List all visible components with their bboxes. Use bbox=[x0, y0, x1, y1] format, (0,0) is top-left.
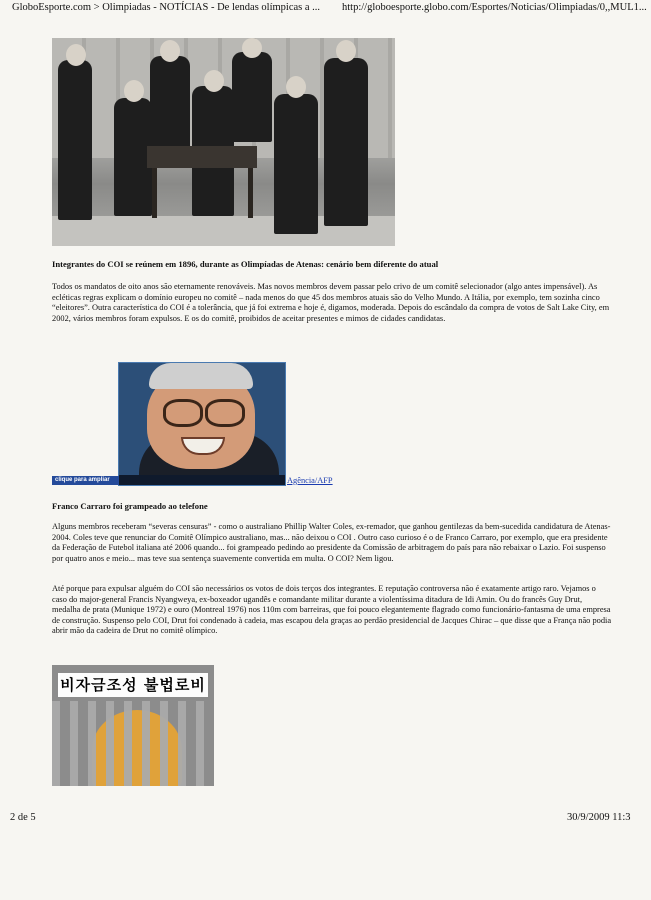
article-paragraph-3: Até porque para expulsar alguém do COI são necessários os votos de dois terços dos integrantes. E reputação controversa não é exatamente artigo raro. Vejamos o caso do major-general Francis Nyangweya, ex-boxeador ugandês e comandante militar durante a violentíssima ditadura de Idi Amin. Ou do francês Guy Drut, medalha de prata (Munique 1972) e ouro (Montreal 1976) nos 110m com barreiras, que foi pouco elegantemente flagrado como funcionário-fantasma de uma empresa de construção. Suspenso pelo COI, Drut foi condenado à cadeia, mas escapou dela graças ao perdão presidencial de Jacques Chirac – que disse que a França não podia abrir mão da cadeira de Drut no comitê olímpico. bbox=[52, 584, 612, 636]
korean-bribery-photo bbox=[52, 665, 214, 786]
article-paragraph-1: Todos os mandatos de oito anos são eternamente renováveis. Mas novos membros devem passar pelo crivo de um comitê selecionador (algo antes impensável). As ecléticas regras explicam o domínio europeu no comitê – nada menos do que 45 dos membros atuais são do Velho Mundo. A Itália, por exemplo, tem sozinha cinco “eleitores”. Outra característica do COI é a tolerância, que já foi extrema e hoje é, digamos, moderada. Depois do escândalo da compra de votos de Salt Lake City, em 2002, vários membros foram expulsos. E os do comitê, proibidos de aceitar presentes e mimos de cidades candidatas. bbox=[52, 282, 610, 323]
breadcrumb: GloboEsporte.com > Olimpiadas - NOTÍCIAS - De lendas olímpicas a ... bbox=[12, 2, 321, 13]
franco-carraro-photo[interactable] bbox=[118, 362, 286, 486]
page-url: http://globoesporte.globo.com/Esportes/Noticias/Olimpiadas/0,,MUL1... bbox=[342, 2, 647, 13]
enlarge-photo-button[interactable]: clique para ampliar bbox=[52, 476, 119, 485]
print-datetime: 30/9/2009 11:3 bbox=[567, 812, 631, 823]
page-number: 2 de 5 bbox=[10, 812, 36, 823]
photo2-caption: Franco Carraro foi grampeado ao telefone bbox=[52, 501, 208, 511]
photo3-banner-text: 비자금조성 불법로비 bbox=[58, 673, 208, 697]
print-header bbox=[0, 0, 651, 16]
photo1-caption: Integrantes do COI se reúnem em 1896, durante as Olimpíadas de Atenas: cenário bem diferente do atual bbox=[52, 259, 439, 269]
article-paragraph-2: Alguns membros receberam “severas censuras” - como o australiano Phillip Walter Coles, ex-remador, que ganhou gentilezas da bem-sucedida candidatura de Atenas-2004. Coles teve que renunciar do Comitê Olímpico australiano, mas... não deixou o COI . Outro caso curioso é o de Franco Carraro, por exemplo, que era presidente da Federação de Futebol italiana até 2006 quando... foi grampeado pedindo ao presidente da Comissão de arbitragem do país para não rebaixar o Lazio. Foi suspenso por quatro anos e meio... mas teve sua sentença suavemente convertida em multa. O COI? Nem ligou. bbox=[52, 522, 611, 563]
photo-credit-link[interactable]: Agência/AFP bbox=[287, 476, 333, 485]
ioc-1896-photo bbox=[52, 38, 395, 246]
